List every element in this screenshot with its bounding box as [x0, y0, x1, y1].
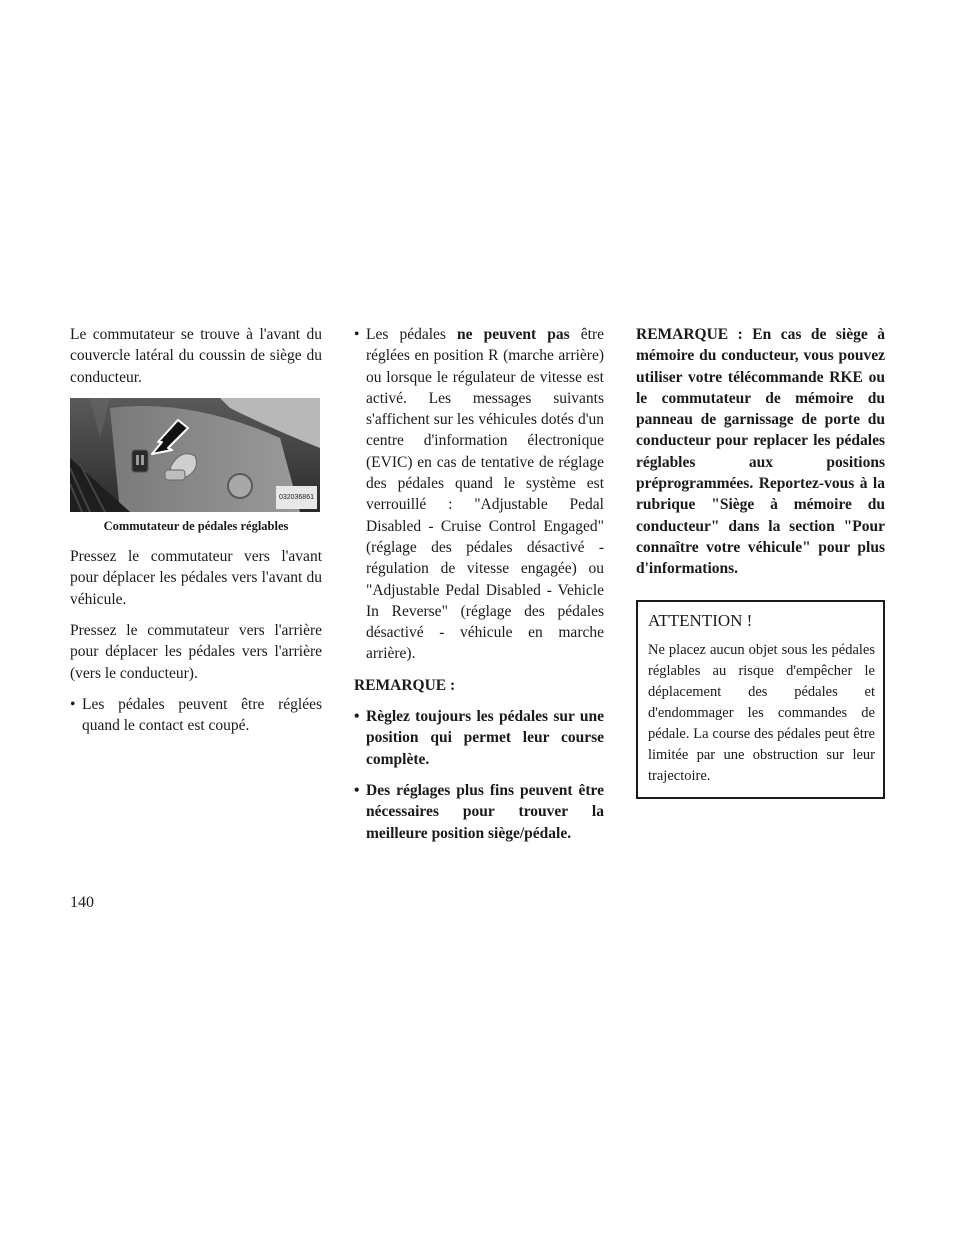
figure-code: 032036861 [276, 486, 317, 509]
memory-seat-note: REMARQUE : En cas de siège à mémoire du conducteur, vous pouvez utiliser votre télécommande RKE ou le commutateur de mémoire du panneau de garnissage de porte du conducteur pour replacer les pédales réglables aux positions préprogrammées. Reportez-vous à la rubrique "Siège à mémoire du conducteur" dans la section "Pour connaître votre véhicule" pour plus d'informations. [636, 326, 885, 578]
bullet-text-post: être réglées en position R (marche arrière) ou lorsque le régulateur de vitesse est activé. Les messages suivants s'affichent sur les véhicules dotés d'un centre d'information électronique (EVIC) en cas de tentative de réglage des pédales quand le système est verrouillé : "Adjustable Pedal Disabled - Cruise Control Engaged" (réglage des pédales désactivé - régulation de vitesse engagée) ou "Adjustable Pedal Disabled - Vehicle In Reverse" (réglage des pédales désactivé - véhicule en marche arrière). [366, 326, 604, 663]
warning-title: ATTENTION ! [648, 610, 753, 630]
figure-caption: Commutateur de pédales réglables [103, 518, 289, 533]
adjustable-pedal-switch-photo [70, 398, 320, 512]
bullet-text-pre: Les pédales [366, 326, 458, 343]
bullet-text [366, 324, 604, 665]
remarque-heading: REMARQUE : [354, 676, 456, 694]
bullet-text: Règlez toujours les pédales sur une position qui permet leur course complète. [366, 708, 604, 768]
intro-paragraph: Le commutateur se trouve à l'avant du couvercle latéral du coussin de siège du conducteur. [70, 326, 322, 386]
left-column [70, 324, 322, 747]
warning-text: Ne placez aucun objet sous les pédales réglables au risque d'empêcher le déplacement des pédales et d'endommager les commandes de pédale. La course des pédales peut être limitée par une obstruction sur leur trajectoire. [648, 641, 875, 784]
list-item [354, 706, 604, 770]
paragraph-backward: Pressez le commutateur vers l'arrière pour déplacer les pédales vers l'arrière (vers le conducteur). [70, 622, 322, 682]
bullet-text: Les pédales peuvent être réglées quand le contact est coupé. [82, 695, 322, 735]
list-item [70, 694, 322, 737]
bullet-icon: • [354, 708, 360, 726]
bullet-icon: • [354, 781, 360, 799]
warning-box [636, 600, 885, 799]
page-number: 140 [70, 894, 94, 911]
bullet-icon: • [354, 326, 360, 343]
list-item [354, 324, 604, 665]
paragraph-forward: Pressez le commutateur vers l'avant pour déplacer les pédales vers l'avant du véhicule. [70, 548, 322, 608]
list-item [354, 780, 604, 844]
bullet-icon: • [70, 695, 76, 713]
bullet-text-emphasis: ne peuvent pas [457, 326, 570, 343]
right-column [636, 324, 885, 799]
bullet-text: Des réglages plus fins peuvent être nécessaires pour trouver la meilleure position siège/pédale. [366, 781, 604, 842]
middle-column [354, 324, 604, 854]
